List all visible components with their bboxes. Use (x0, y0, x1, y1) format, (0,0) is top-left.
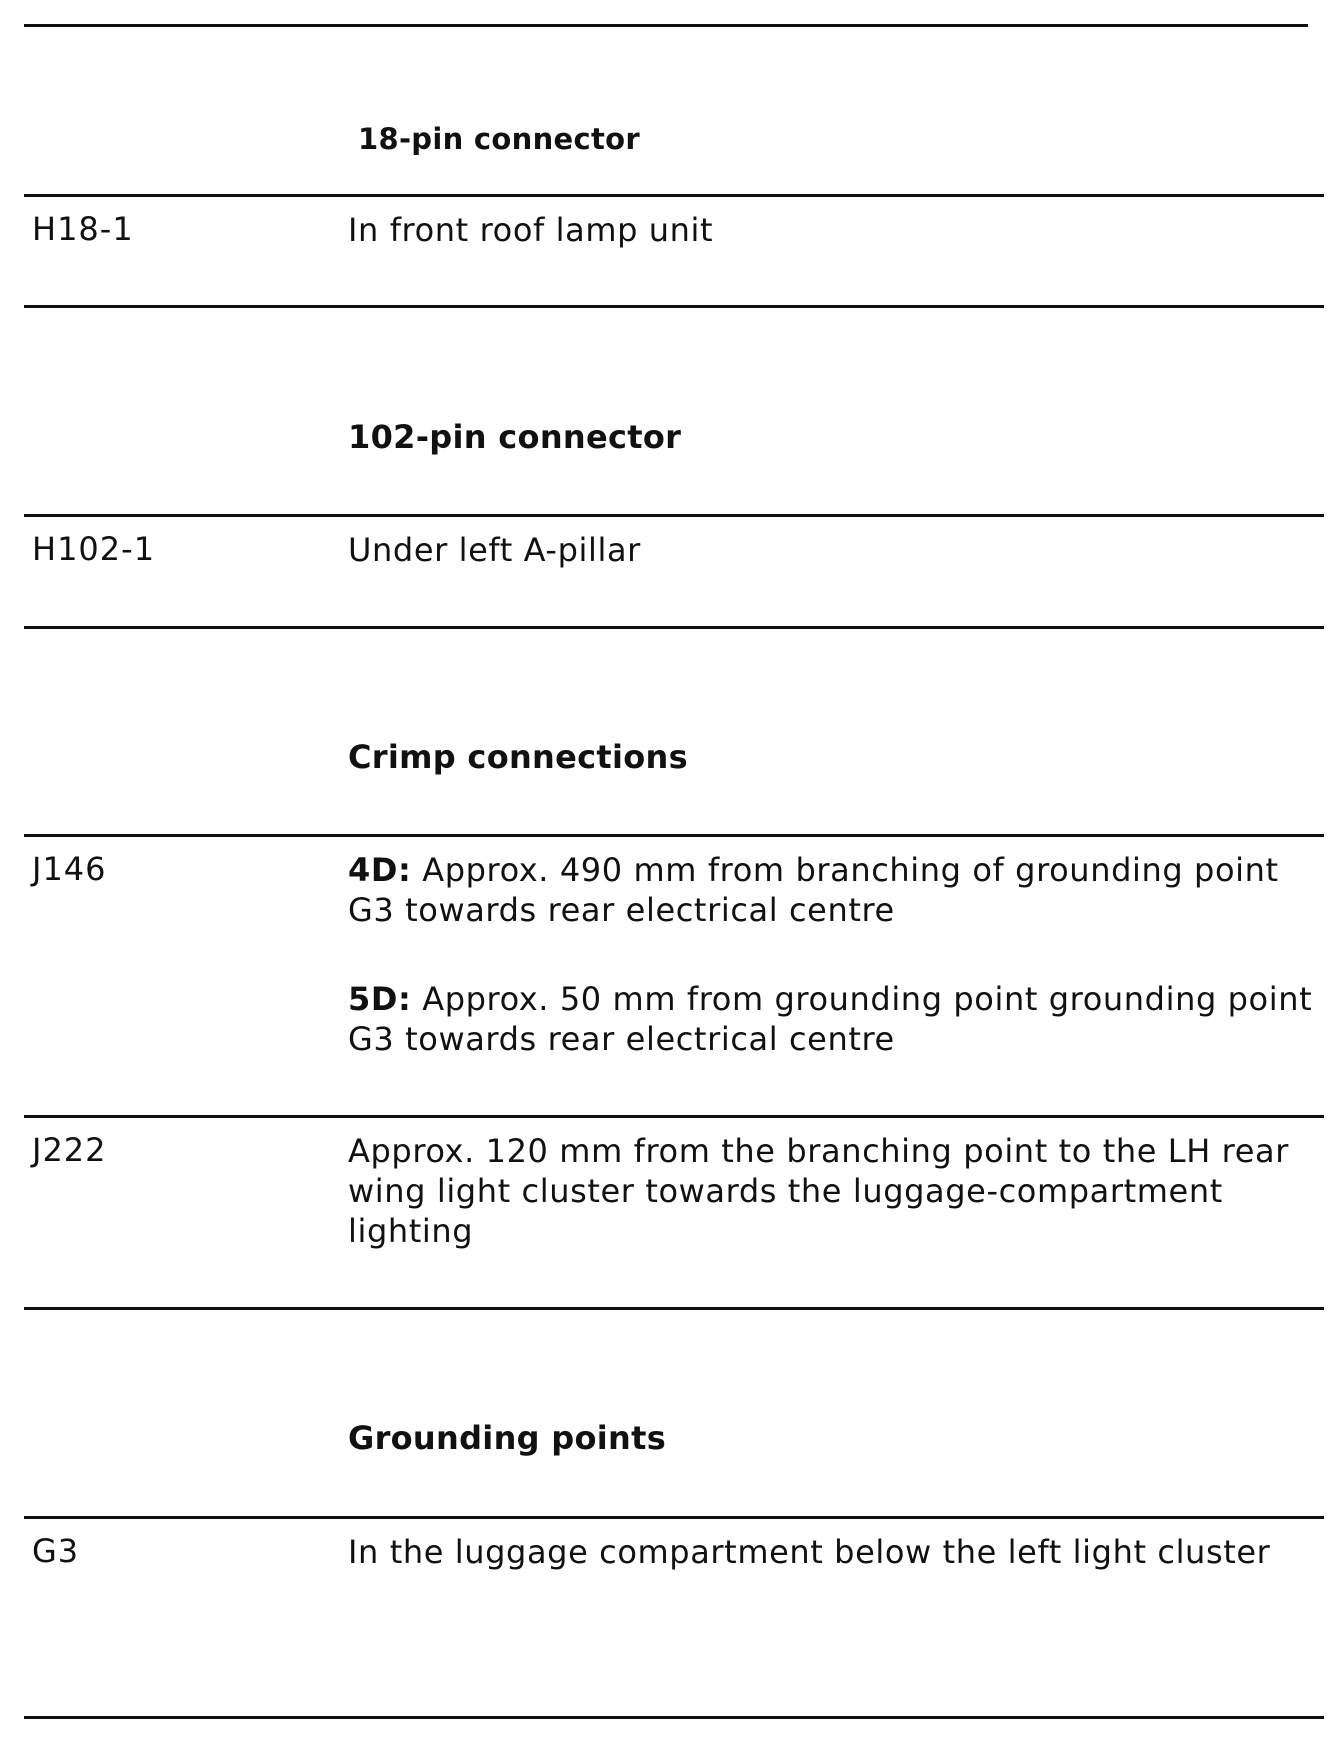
section-divider (24, 194, 1324, 197)
section-divider (24, 834, 1324, 837)
section-heading-crimp: Crimp connections (348, 738, 688, 776)
section-heading-grounding: Grounding points (348, 1419, 667, 1457)
row-divider (24, 1115, 1324, 1118)
variant-text: Approx. 490 mm from branching of grounding point G3 towards rear electrical centre (348, 851, 1279, 929)
variant-label: 4D: (348, 851, 412, 889)
bottom-rule (24, 1716, 1324, 1719)
variant-label: 5D: (348, 980, 412, 1018)
crimp-code: J222 (32, 1131, 107, 1169)
crimp-location: Approx. 120 mm from the branching point to the LH rear wing light cluster towards the luggage-compartment lighting (348, 1132, 1289, 1250)
connector-code: H18-1 (32, 210, 134, 248)
section-heading-18-pin: 18-pin connector (358, 122, 640, 156)
connector-code: H102-1 (32, 530, 156, 568)
grounding-code: G3 (32, 1532, 80, 1570)
grounding-location: In the luggage compartment below the left light cluster (348, 1533, 1271, 1571)
section-divider (24, 514, 1324, 517)
section-heading-102-pin: 102-pin connector (348, 418, 682, 456)
crimp-location-4d (348, 850, 1328, 930)
section-divider (24, 1516, 1324, 1519)
row-divider (24, 626, 1324, 629)
variant-text: Approx. 50 mm from grounding point grounding point G3 towards rear electrical centre (348, 980, 1313, 1058)
connector-location: In front roof lamp unit (348, 211, 714, 249)
row-divider (24, 1307, 1324, 1310)
row-divider (24, 305, 1324, 308)
crimp-location-5d (348, 979, 1328, 1059)
connector-location: Under left A-pillar (348, 531, 641, 569)
crimp-code: J146 (32, 850, 107, 888)
top-rule (24, 24, 1308, 27)
